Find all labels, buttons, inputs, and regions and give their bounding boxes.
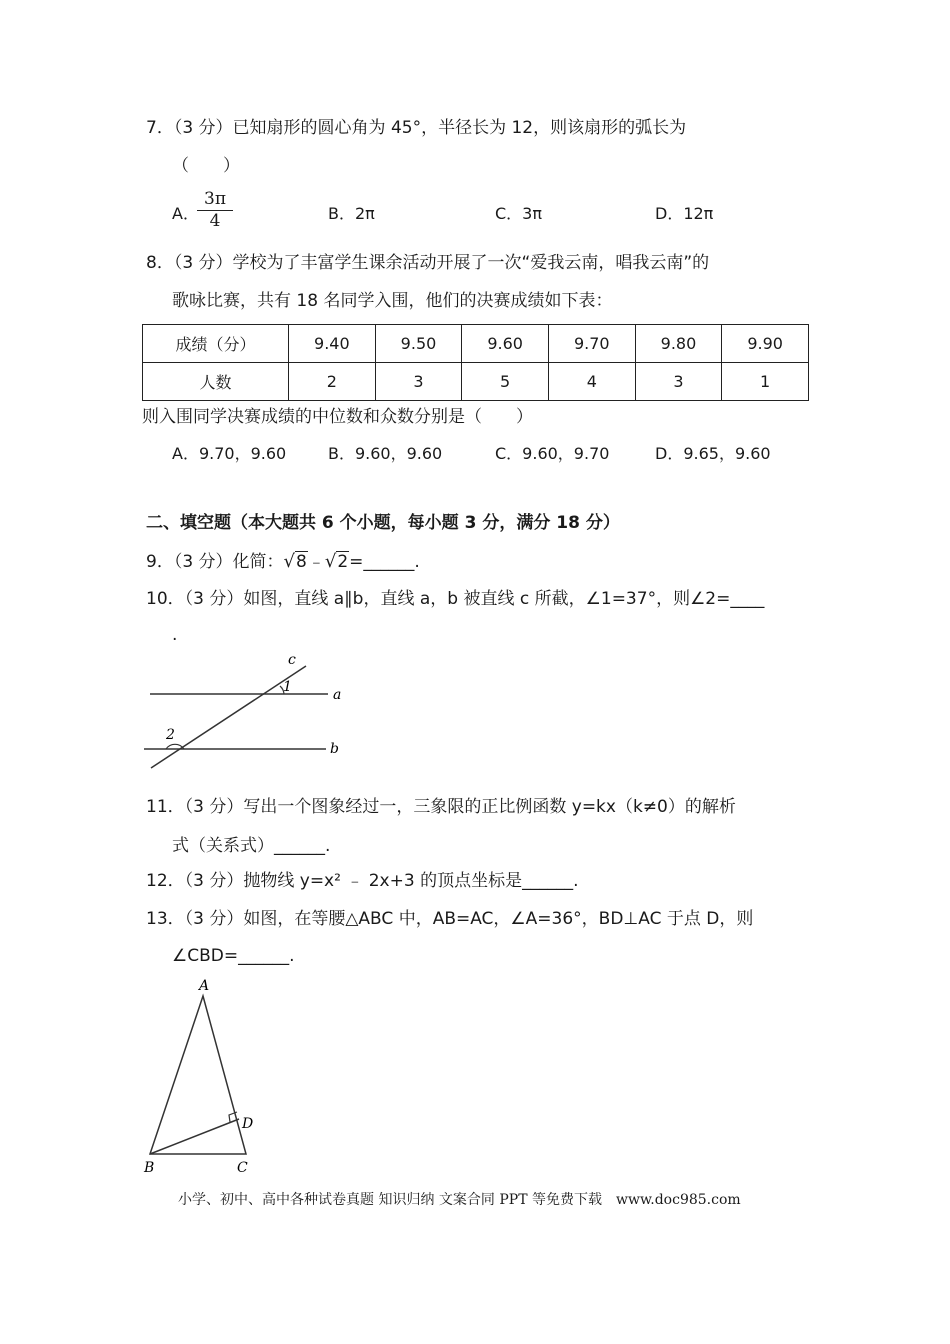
q13-line1: 13．（3 分）如图，在等腰△ABC 中，AB=AC，∠A=36°，BD⊥AC 于点 D，则 bbox=[146, 909, 754, 929]
q8-line2: 歌咏比赛，共有 18 名同学入围，他们的决赛成绩如下表： bbox=[172, 291, 613, 311]
parallel-lines-figure bbox=[140, 652, 360, 777]
q11-line2: 式（关系式）______. bbox=[172, 836, 331, 856]
table-row bbox=[143, 325, 809, 363]
q10-line2: . bbox=[172, 625, 178, 645]
table-cell: 9.80 bbox=[635, 325, 722, 363]
q7-option-c: C．3π bbox=[495, 204, 542, 223]
table-row bbox=[143, 363, 809, 401]
isosceles-triangle-figure bbox=[138, 972, 268, 1182]
label-B: B bbox=[144, 1160, 155, 1176]
table-cell: 4 bbox=[548, 363, 635, 401]
q9-radicand-1: 8 bbox=[296, 552, 307, 572]
q8-option-c: C．9.60，9.70 bbox=[495, 444, 610, 463]
score-table bbox=[142, 324, 809, 401]
q8-option-d: D．9.65，9.60 bbox=[655, 444, 771, 463]
table-cell: 1 bbox=[722, 363, 809, 401]
q9-radicand-2: 2 bbox=[337, 552, 349, 572]
label-b: b bbox=[330, 741, 339, 757]
label-a: a bbox=[333, 687, 342, 703]
q8-line1: 8．（3 分）学校为了丰富学生课余活动开展了一次“爱我云南，唱我云南”的 bbox=[146, 253, 710, 273]
q8-option-a: A．9.70，9.60 bbox=[172, 444, 287, 463]
q12-line1: 12．（3 分）抛物线 y=x² ﹣ 2x+3 的顶点坐标是______. bbox=[146, 871, 579, 891]
q7-line1: 7．（3 分）已知扇形的圆心角为 45°，半径长为 12，则该扇形的弧长为 bbox=[146, 118, 687, 138]
q9-minus: ﹣ bbox=[307, 552, 325, 572]
q9-suffix: =______. bbox=[349, 552, 420, 572]
label-c: c bbox=[288, 652, 296, 668]
label-C: C bbox=[237, 1160, 248, 1176]
sqrt-symbol: √ bbox=[324, 551, 337, 572]
q7-option-a-fraction bbox=[197, 191, 233, 230]
q7-option-a-numerator: 3π bbox=[204, 189, 226, 209]
q9-line bbox=[146, 553, 420, 571]
table-cell: 5 bbox=[462, 363, 549, 401]
label-D: D bbox=[242, 1116, 254, 1132]
section-2-title: 二、填空题（本大题共 6 个小题，每小题 3 分，满分 18 分） bbox=[146, 513, 620, 533]
label-1: 1 bbox=[283, 679, 292, 695]
q7-option-a-label: A． bbox=[172, 204, 199, 223]
q8-question: 则入围同学决赛成绩的中位数和众数分别是（ ） bbox=[142, 407, 533, 427]
table-cell: 9.50 bbox=[375, 325, 462, 363]
table-cell: 3 bbox=[375, 363, 462, 401]
q7-option-a-denominator: 4 bbox=[209, 211, 221, 231]
q13-line2: ∠CBD=______. bbox=[172, 946, 295, 966]
table-cell: 9.70 bbox=[548, 325, 635, 363]
q7-line2: （ ） bbox=[172, 156, 240, 176]
table-cell: 3 bbox=[635, 363, 722, 401]
page-footer: 小学、初中、高中各种试卷真题 知识归纳 文案合同 PPT 等免费下载 www.doc985.com bbox=[178, 1192, 741, 1208]
table-cell: 9.60 bbox=[462, 325, 549, 363]
segment-bd bbox=[150, 1119, 239, 1154]
sqrt-symbol: √ bbox=[283, 551, 296, 572]
table-cell: 9.90 bbox=[722, 325, 809, 363]
label-A: A bbox=[199, 978, 210, 994]
label-2: 2 bbox=[166, 727, 175, 743]
table-cell: 2 bbox=[289, 363, 376, 401]
q7-option-b: B．2π bbox=[328, 204, 375, 223]
triangle-abc bbox=[150, 996, 246, 1154]
table-cell: 成绩（分） bbox=[143, 325, 289, 363]
q9-prefix: 9．（3 分）化简： bbox=[146, 552, 284, 572]
q8-option-b: B．9.60，9.60 bbox=[328, 444, 443, 463]
table-cell: 人数 bbox=[143, 363, 289, 401]
table-cell: 9.40 bbox=[289, 325, 376, 363]
q10-line1: 10．（3 分）如图，直线 a∥b，直线 a，b 被直线 c 所截，∠1=37°，则∠2=____ bbox=[146, 589, 765, 609]
q11-line1: 11．（3 分）写出一个图象经过一，三象限的正比例函数 y=kx（k≠0）的解析 bbox=[146, 797, 736, 817]
q7-option-d: D．12π bbox=[655, 204, 714, 223]
